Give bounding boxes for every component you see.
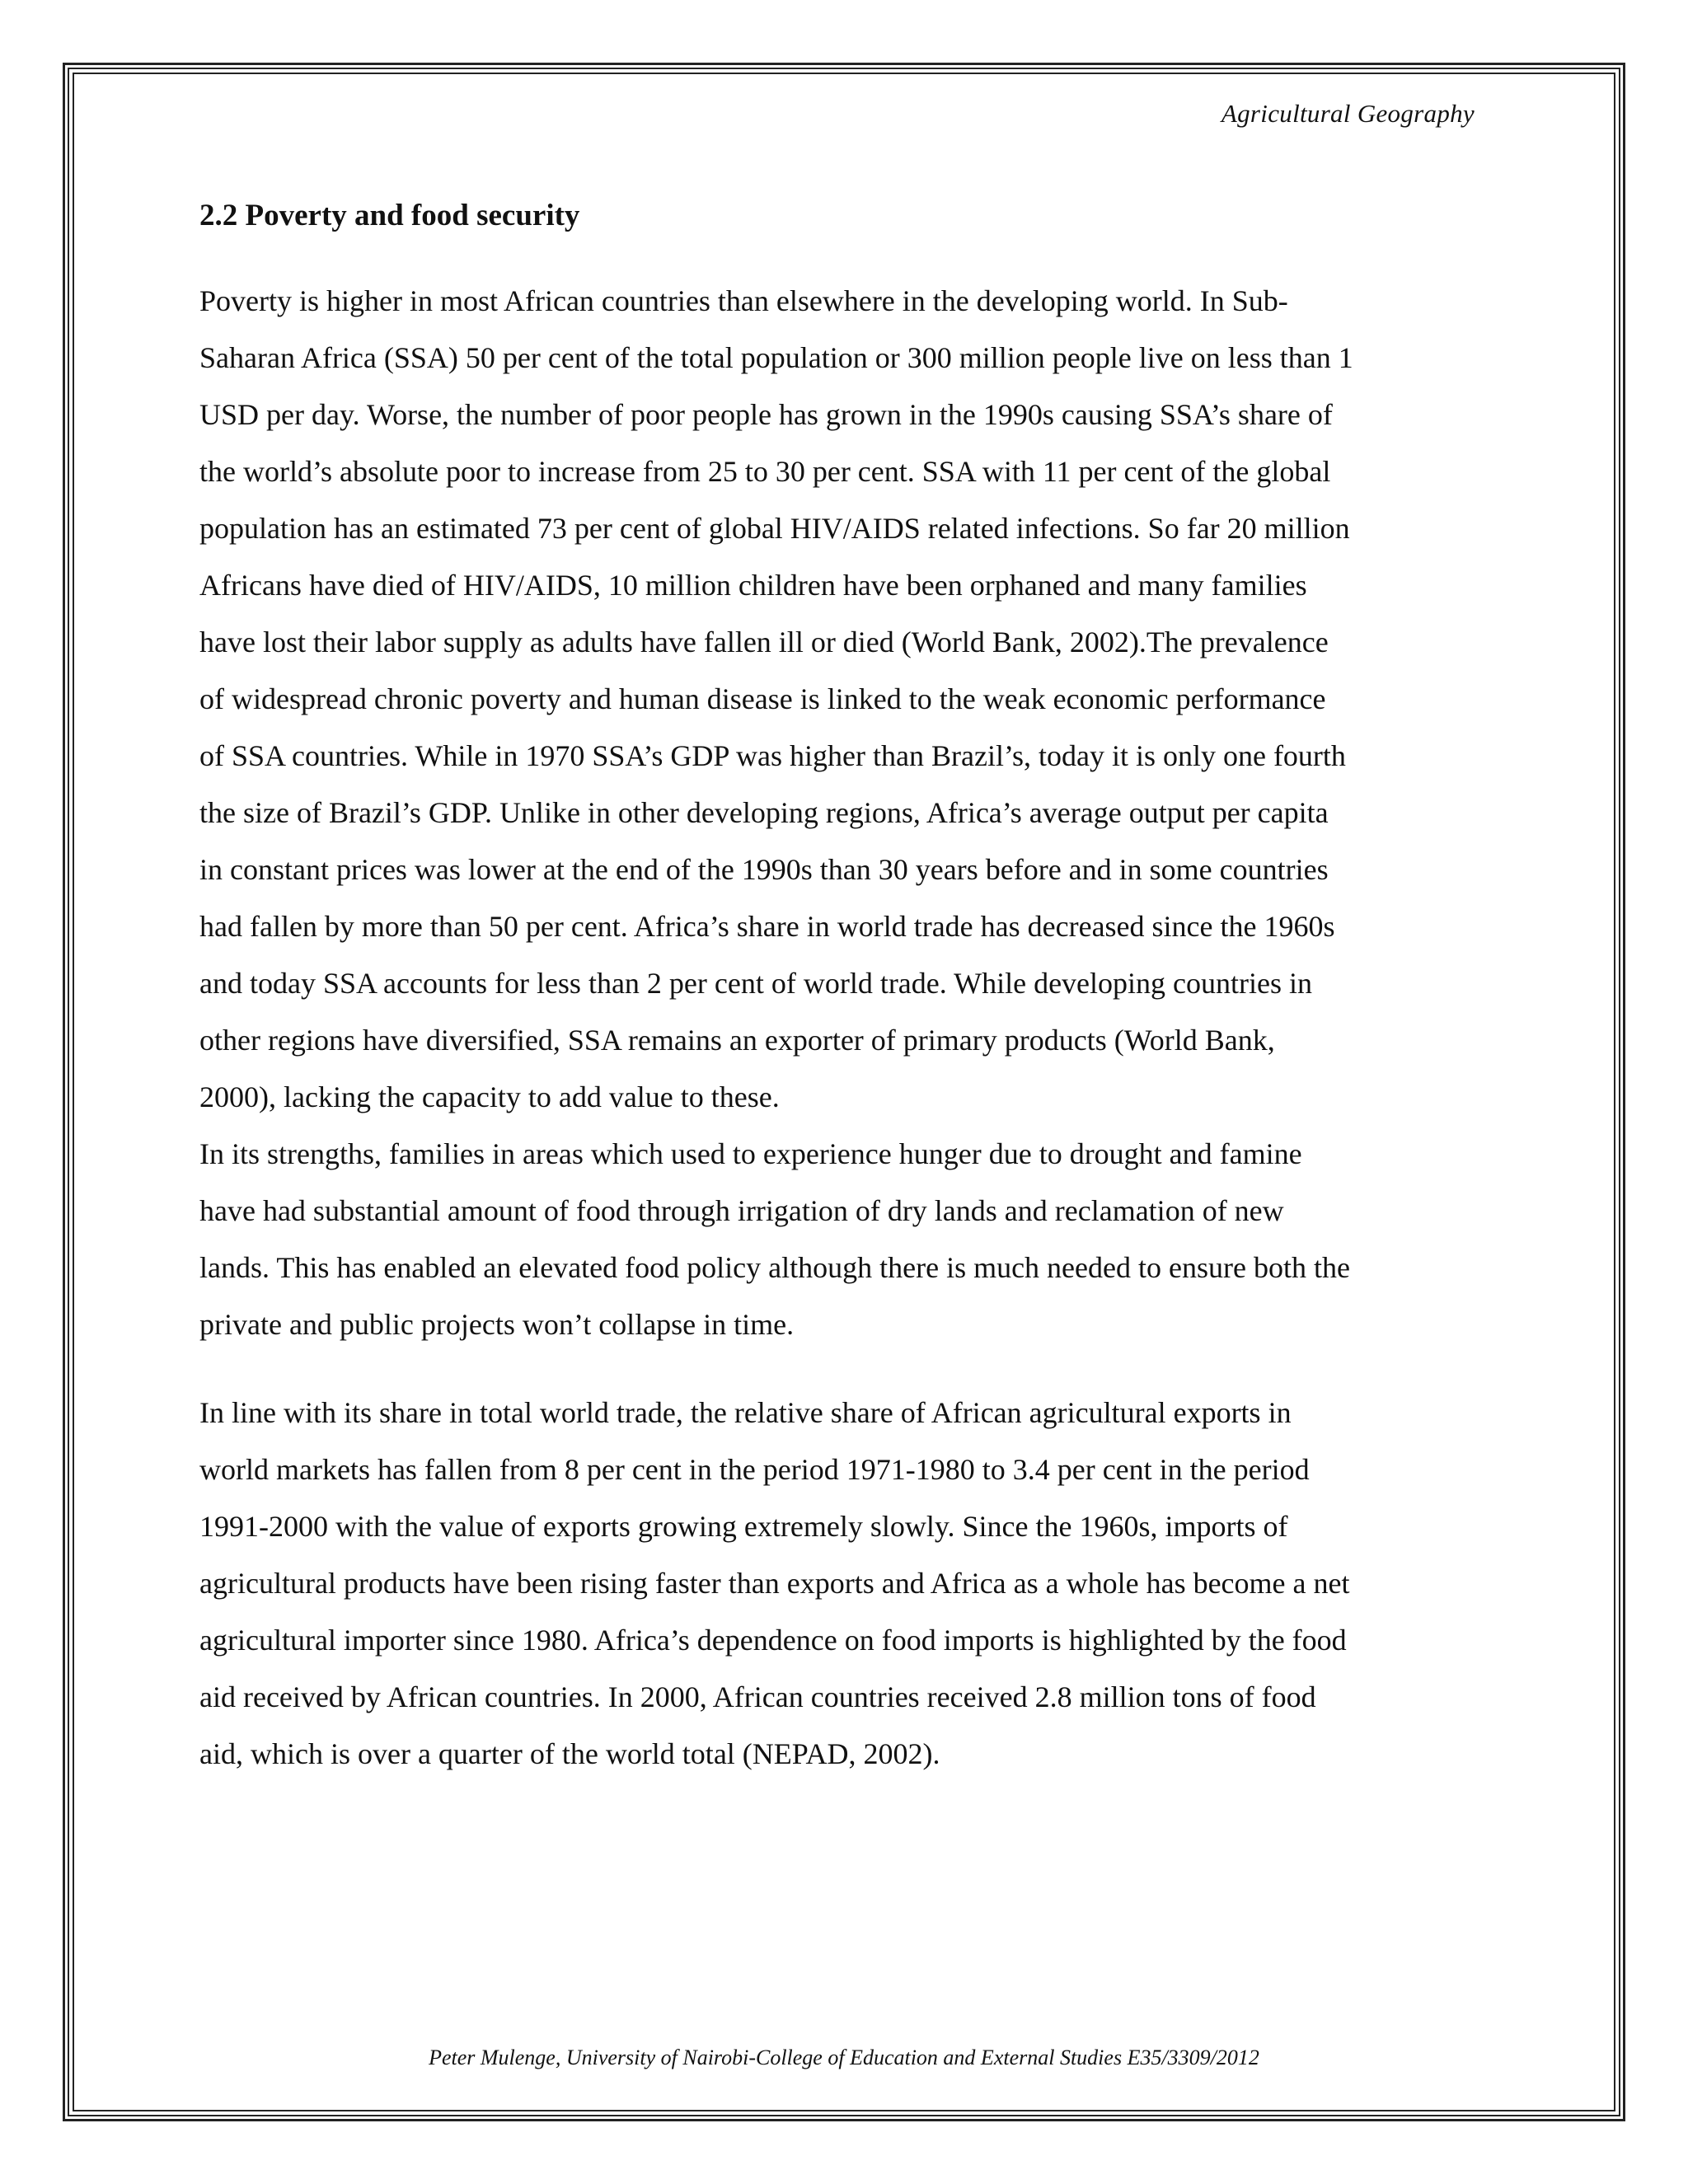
text-line: Saharan Africa (SSA) 50 per cent of the total population or 300 million people live on less than 1 (199, 341, 1353, 374)
text-line: Africans have died of HIV/AIDS, 10 million children have been orphaned and many families (199, 569, 1307, 602)
text-line: 2000), lacking the capacity to add value to these. (199, 1080, 780, 1113)
text-line: aid, which is over a quarter of the world total (NEPAD, 2002). (199, 1737, 940, 1770)
text-line: aid received by African countries. In 2000, African countries received 2.8 million tons of food (199, 1680, 1316, 1713)
text-line: have lost their labor supply as adults have fallen ill or died (World Bank, 2002).The prevalence (199, 626, 1329, 658)
text-line: other regions have diversified, SSA remains an exporter of primary products (World Bank, (199, 1024, 1275, 1057)
text-line: In line with its share in total world trade, the relative share of African agricultural exports in (199, 1396, 1292, 1429)
text-line: USD per day. Worse, the number of poor people has grown in the 1990s causing SSA’s share of (199, 398, 1333, 431)
text-line: private and public projects won’t collapse in time. (199, 1308, 795, 1341)
text-line: the world’s absolute poor to increase from 25 to 30 per cent. SSA with 11 per cent of the global (199, 455, 1331, 488)
paragraph-agricultural-trade (199, 1385, 1493, 1783)
text-line: of widespread chronic poverty and human disease is linked to the weak economic performance (199, 682, 1326, 715)
text-line: population has an estimated 73 per cent of global HIV/AIDS related infections. So far 20 million (199, 512, 1350, 545)
text-line: agricultural products have been rising faster than exports and Africa as a whole has become a net (199, 1567, 1350, 1600)
text-line: had fallen by more than 50 per cent. Africa’s share in world trade has decreased since the 1960s (199, 910, 1335, 943)
text-line: 1991-2000 with the value of exports growing extremely slowly. Since the 1960s, imports of (199, 1510, 1288, 1543)
page-footer: Peter Mulenge, University of Nairobi-College of Education and External Studies E35/3309/2012 (429, 2046, 1259, 2069)
text-line: have had substantial amount of food through irrigation of dry lands and reclamation of new (199, 1194, 1284, 1227)
text-line: agricultural importer since 1980. Africa’s dependence on food imports is highlighted by the food (199, 1624, 1347, 1657)
text-line: and today SSA accounts for less than 2 per cent of world trade. While developing countries in (199, 967, 1312, 1000)
text-line: of SSA countries. While in 1970 SSA’s GDP was higher than Brazil’s, today it is only one fourth (199, 739, 1346, 772)
paragraph-poverty (199, 273, 1493, 1353)
text-line: Poverty is higher in most African countries than elsewhere in the developing world. In Sub- (199, 284, 1288, 317)
text-line: the size of Brazil’s GDP. Unlike in other developing regions, Africa’s average output per capita (199, 796, 1329, 829)
text-line: lands. This has enabled an elevated food policy although there is much needed to ensure both the (199, 1251, 1350, 1284)
section-heading: 2.2 Poverty and food security (199, 199, 580, 232)
running-header: Agricultural Geography (1221, 99, 1475, 128)
text-line: in constant prices was lower at the end of the 1990s than 30 years before and in some countries (199, 853, 1329, 886)
text-line: In its strengths, families in areas which used to experience hunger due to drought and famine (199, 1137, 1302, 1170)
text-line: world markets has fallen from 8 per cent in the period 1971-1980 to 3.4 per cent in the period (199, 1453, 1310, 1486)
